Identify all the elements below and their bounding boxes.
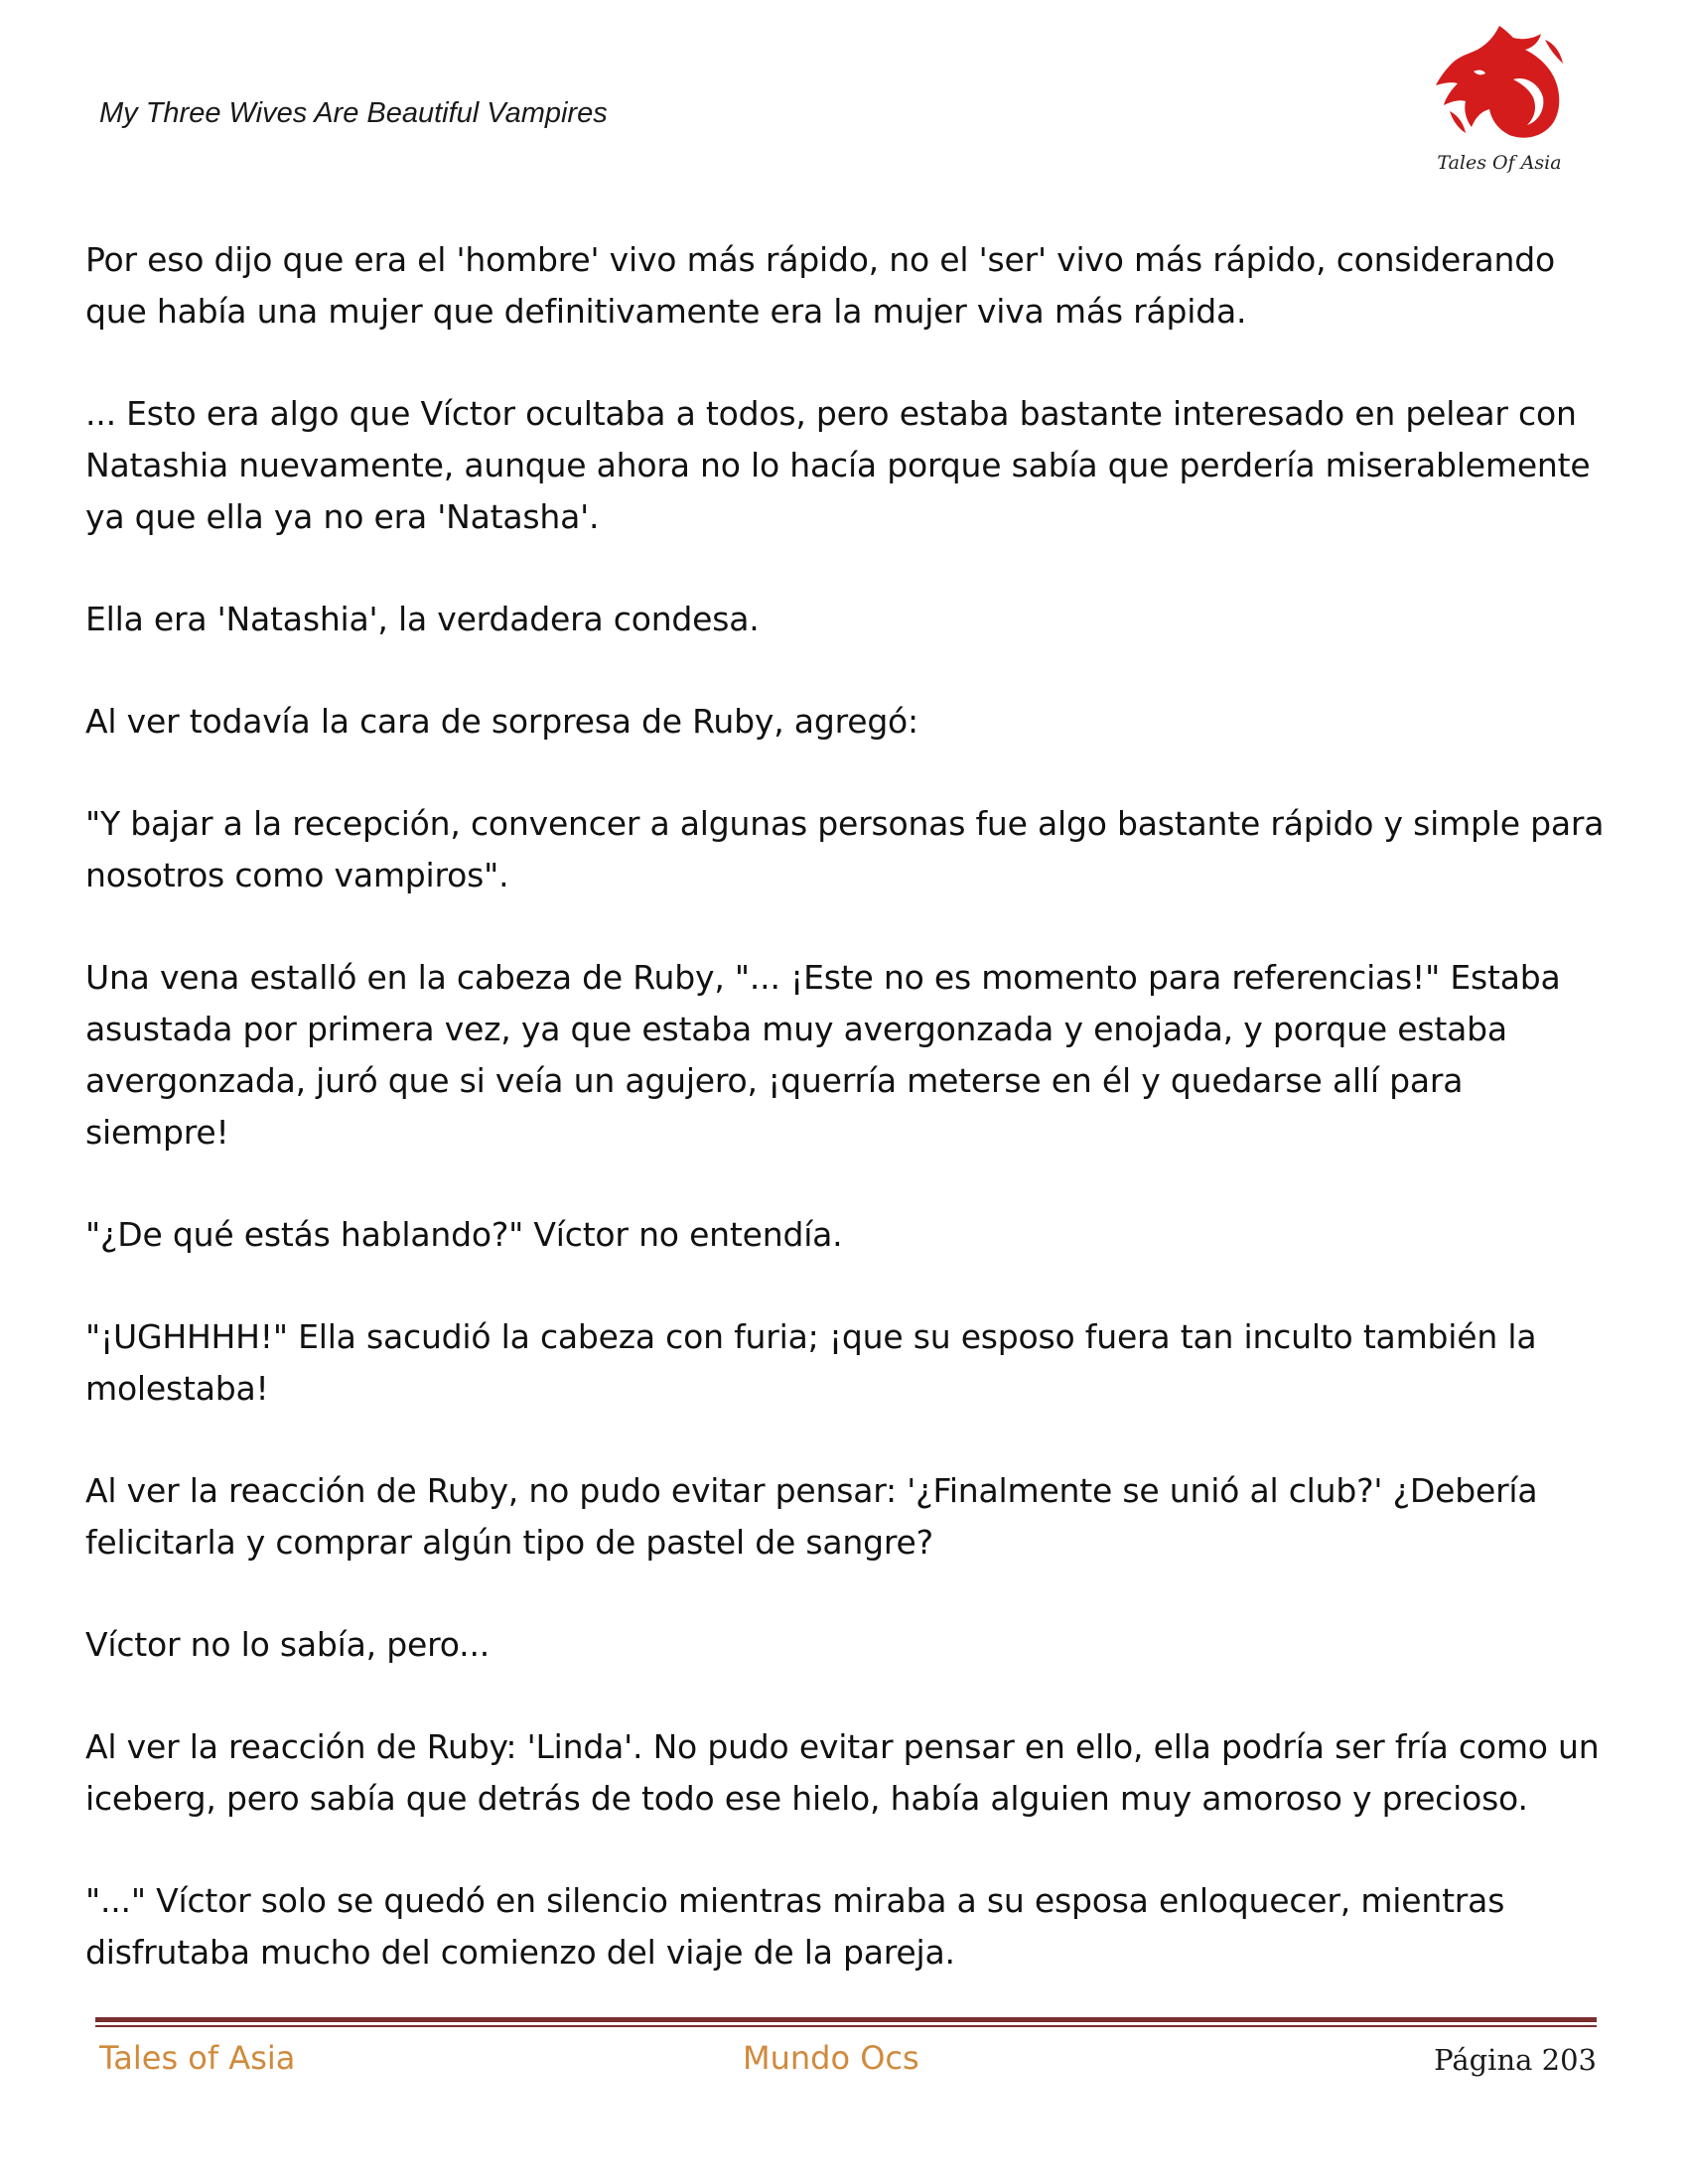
publisher-logo — [1430, 20, 1569, 184]
page-number: Página 203 — [1434, 2043, 1597, 2077]
footer-center-text: Mundo Ocs — [743, 2039, 919, 2077]
logo-text: Tales Of Asia — [1437, 152, 1562, 174]
red-dragon-icon — [1430, 20, 1569, 149]
paragraph: Al ver la reacción de Ruby, no pudo evitar pensar: '¿Finalmente se unió al club?' ¿Debería felicitarla y comprar algún tipo de pastel de sangre? — [85, 1471, 1538, 1562]
page-header-title: My Three Wives Are Beautiful Vampires — [99, 97, 608, 129]
paragraph: "¡UGHHHH!" Ella sacudió la cabeza con furia; ¡que su esposo fuera tan inculto también la molestaba! — [85, 1317, 1537, 1408]
footer-rule-thin — [95, 2025, 1597, 2027]
paragraph: "¿De qué estás hablando?" Víctor no entendía. — [85, 1215, 843, 1254]
paragraph: Víctor no lo sabía, pero... — [85, 1625, 491, 1664]
paragraph: Por eso dijo que era el 'hombre' vivo más rápido, no el 'ser' vivo más rápido, considerando que había una mujer que definitivamente era la mujer viva más rápida. — [85, 240, 1555, 331]
paragraph: Ella era 'Natashia', la verdadera condesa. — [85, 600, 760, 638]
paragraph: Al ver todavía la cara de sorpresa de Ruby, agregó: — [85, 702, 918, 741]
paragraph: Una vena estalló en la cabeza de Ruby, "... ¡Este no es momento para referencias!" Estaba asustada por primera vez, ya que estaba muy avergonzada y enojada, y porque estaba avergonzada, juró que si veía un agujero, ¡querría meterse en él y quedarse allí para siempre! — [85, 958, 1561, 1152]
footer-rule — [95, 2017, 1597, 2022]
paragraph: ... Esto era algo que Víctor ocultaba a todos, pero estaba bastante interesado en pelear con Natashia nuevamente, aunque ahora no lo hacía porque sabía que perdería miserablemente ya que ella ya no era 'Natasha'. — [85, 394, 1591, 536]
footer-left-text: Tales of Asia — [99, 2039, 296, 2077]
paragraph: "..." Víctor solo se quedó en silencio mientras miraba a su esposa enloquecer, mientras disfrutaba mucho del comienzo del viaje de la pareja. — [85, 1881, 1505, 1972]
paragraph: Al ver la reacción de Ruby: 'Linda'. No pudo evitar pensar en ello, ella podría ser fría como un iceberg, pero sabía que detrás de todo ese hielo, había alguien muy amoroso y precioso. — [85, 1727, 1600, 1818]
page-content — [85, 234, 1615, 2029]
paragraph: "Y bajar a la recepción, convencer a algunas personas fue algo bastante rápido y simple para nosotros como vampiros". — [85, 804, 1605, 894]
